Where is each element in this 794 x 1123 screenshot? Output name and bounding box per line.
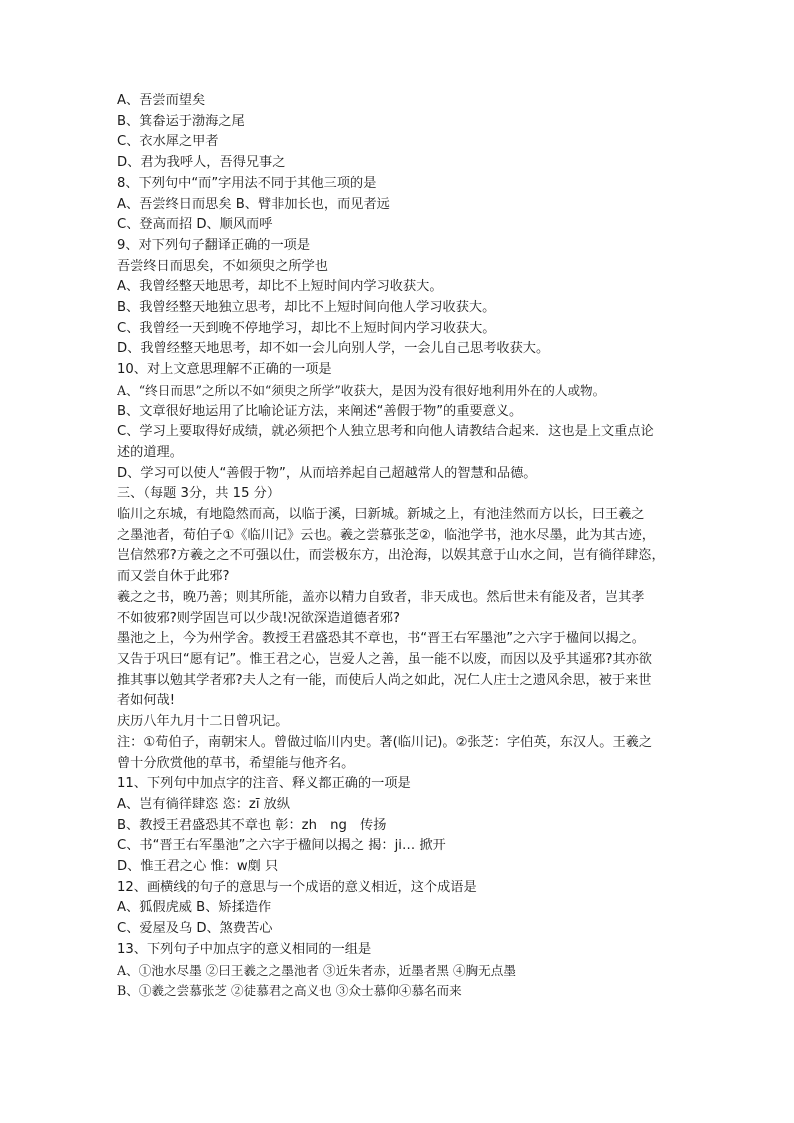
question-12-stem: 12、画横线的句子的意思与一个成语的意义相近，这个成语是 [117, 879, 477, 895]
question-10-option-c: C、学习上要取得好成绩，就必须把个人独立思考和向他人请教结合起来．这也是上文重点论 [117, 424, 654, 440]
note-line1: 注：①荀伯子，南朝宋人。曾做过临川内史。著(临川记)。②张芝：字伯英，东汉人。王羲之 [117, 734, 653, 750]
question-10-option-a: A、“终日而思”之所以不如“须臾之所学”收获大，是因为没有很好地利用外在的人或物。 [117, 382, 606, 398]
question-9-option-d: D、我曾经整天地思考，却不如一会儿向别人学，一会儿自己思考收获大。 [117, 341, 550, 357]
question-10-option-c-cont: 述的道理。 [117, 444, 183, 460]
passage-p2-line1: 羲之之书，晚乃善；则其所能，盖亦以精力自致者，非天成也。然后世未有能及者，岂其孝 [117, 589, 645, 605]
passage-p1-line4: 而又尝自休于此邪? [117, 569, 230, 585]
question-8-options-cd: C、登高而招 D、顺风而呼 [117, 217, 273, 233]
passage-p3-line1: 墨池之上，今为州学舍。教授王君盛恐其不章也，书“晋王右军墨池”之六字于楹间以揭之。 [117, 631, 645, 647]
question-10-option-d: D、学习可以使人“善假于物”，从而培养起自己超越常人的智慧和品德。 [117, 465, 537, 481]
passage-signature: 庆历八年九月十二日曾巩记。 [117, 714, 289, 730]
question-11-option-d: D、惟王君之心 惟：w剫 只 [117, 859, 279, 875]
passage-p1-line2: 之墨池者，荀伯子①《临川记》云也。羲之尝慕张芝②，临池学书，池水尽墨，此为其古迹， [117, 527, 655, 543]
option-d-line: D、君为我呼人，吾得兄事之 [117, 155, 286, 171]
question-8-options-ab: A、吾尝终日而思矣 B、臂非加长也，而见者远 [117, 196, 390, 212]
question-9-option-b: B、我曾经整天地独立思考，却比不上短时间向他人学习收获大。 [117, 300, 496, 316]
option-a-line: A、吾尝而望矣 [117, 93, 206, 108]
section-3-heading: 三、（每题 3分，共 15 分） [117, 486, 281, 502]
question-11-option-a: A、岂有徜徉肆恣 恣：zī 放纵 [117, 796, 291, 812]
passage-p3-line4: 者如何哉! [117, 693, 176, 709]
note-line2: 曾十分欣赏他的草书，希望能与他齐名。 [117, 755, 355, 771]
question-8-stem: 8、下列句中“而”字用法不同于其他三项的是 [117, 175, 377, 191]
question-12-options-ab: A、狐假虎威 B、矫揉造作 [117, 900, 272, 916]
option-b-line: B、箕畚运于渤海之尾 [117, 113, 245, 129]
question-9-stem: 9、对下列句子翻译正确的一项是 [117, 237, 311, 253]
question-10-stem: 10、对上文意思理解不正确的一项是 [117, 362, 332, 378]
question-12-options-cd: C、爱屋及乌 D、煞费苦心 [117, 921, 273, 937]
question-11-option-b: B、教授王君盛恐其不章也 彰：zh ng 传扬 [117, 817, 387, 833]
question-11-stem: 11、下列句中加点字的注音、释义都正确的一项是 [117, 776, 411, 792]
option-c-line: C、衣水犀之甲者 [117, 134, 219, 150]
passage-p1-line1: 临川之东城，有地隐然而高，以临于溪，曰新城。新城之上，有池洼然而方以长，曰王羲之 [117, 507, 645, 523]
question-9-option-c: C、我曾经一天到晚不停地学习，却比不上短时间内学习收获大。 [117, 320, 496, 336]
document-body [117, 91, 693, 1002]
question-11-option-c: C、书“晋王右军墨池”之六字于楹间以揭之 揭：ji… 掀开 [117, 838, 446, 854]
question-9-sentence: 吾尝终日而思矣，不如须臾之所学也 [117, 258, 328, 274]
question-13-option-a: A、①池水尽墨 ②曰王羲之之墨池者 ③近朱者赤，近墨者黑 ④胸无点墨 [117, 962, 516, 978]
passage-p3-line2: 又告于巩曰“愿有记”。惟王君之心，岂爱人之善，虽一能不以废，而因以及乎其遥邪?其亦欲 [117, 651, 652, 667]
passage-p3-line3: 推其事以勉其学者邪?夫人之有一能，而使后人尚之如此，况仁人庄士之遗风余思，被于来世 [117, 672, 652, 688]
passage-p1-line3: 岂信然邪?方羲之之不可强以仕，而尝极东方，出沧海，以娱其意于山水之间，岂有徜徉肆恣， [117, 548, 665, 564]
question-10-option-b: B、文章很好地运用了比喻论证方法，来阐述“善假于物”的重要意义。 [117, 403, 523, 419]
question-13-stem: 13、下列句子中加点字的意义相同的一组是 [117, 941, 372, 957]
question-9-option-a: A、我曾经整天地思考，却比不上短时间内学习收获大。 [117, 279, 443, 295]
question-13-option-b: B、①羲之尝慕张芝 ②徒慕君之高义也 ③众士慕仰④慕名而来 [117, 983, 462, 999]
passage-p2-line2: 不如彼邪?则学固岂可以少哉!况欲深造道德者邪? [117, 610, 401, 626]
